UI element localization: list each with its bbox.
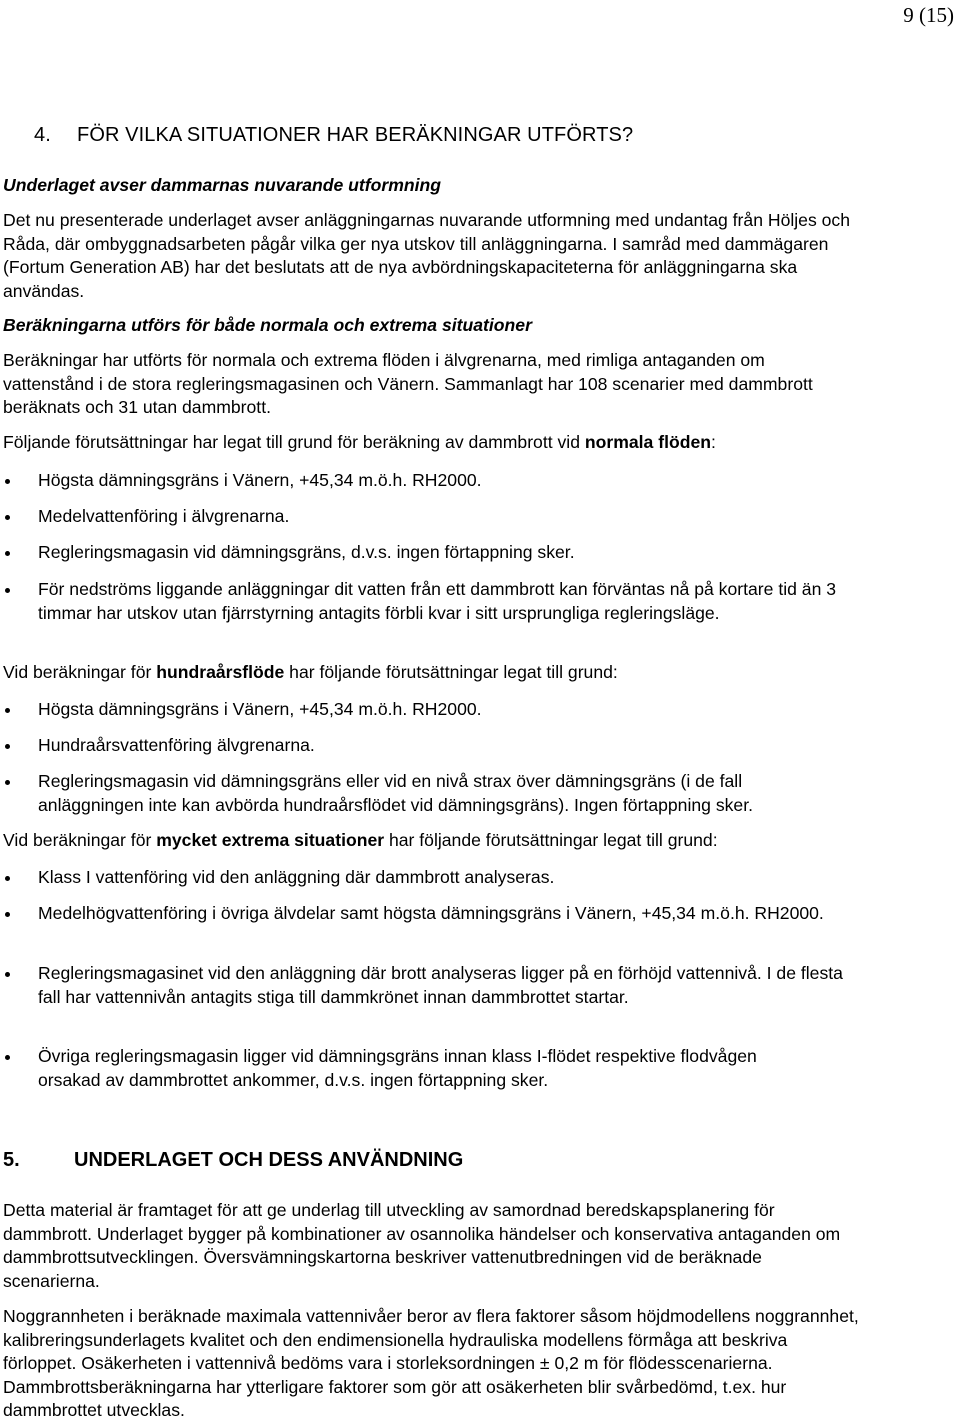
section-4-heading — [34, 124, 633, 147]
paragraph-calculations: Beräkningar har utförts för normala och extrema flöden i älvgrenarna, med rimliga antaganden om vattenstånd i de stora regleringsmagasinen och Vänern. Sammanlagt har 108 scenarier med dammbrott beräknats och 31 utan dammbrott. — [3, 350, 813, 418]
normal-flows-intro-text: Följande förutsättningar har legat till grund för beräkning av dammbrott vid — [3, 432, 585, 452]
hundred-year-intro — [3, 661, 618, 685]
normal-flows-bold: normala flöden — [584, 432, 711, 452]
extreme-bold: mycket extrema situationer — [156, 830, 385, 850]
extreme-intro — [3, 829, 718, 853]
section-5-title: UNDERLAGET OCH DESS ANVÄNDNING — [74, 1149, 464, 1171]
list-item: Regleringsmagasinet vid den anläggning där brott analyseras ligger på en förhöjd vattennivå. I de flesta fall har vattennivån antagits stiga till dammkrönet innan dammbrottet startar. — [3, 962, 850, 1009]
normal-flows-intro — [3, 431, 716, 455]
list-item: För nedströms liggande anläggningar dit vatten från ett dammbrott kan förväntas nå på kortare tid än 3 timmar har utskov utan fjärrstyrning antagits förbli kvar i sitt ursprungliga regleringsläge. — [3, 578, 843, 625]
section-5-heading — [3, 1149, 463, 1172]
section-5-number: 5. — [3, 1149, 20, 1171]
hundred-year-intro-text: Vid beräkningar för — [3, 662, 157, 682]
page-number: 9 (15) — [903, 3, 954, 27]
hundred-year-bold: hundraårsflöde — [156, 662, 285, 682]
list-item: Klass I vattenföring vid den anläggning där dammbrott analyseras. — [3, 866, 848, 890]
paragraph-current-design: Det nu presenterade underlaget avser anläggningarnas nuvarande utformning med undantag från Höljes och Råda, där ombyggnadsarbeten pågår vilka ger nya utskov till anläggningarna. I samråd med dammägaren (Fortum Generation AB) har det beslutats att de nya avbördningskapaciteterna för anläggningarna ska användas. — [3, 210, 851, 301]
list-item: Högsta dämningsgräns i Vänern, +45,34 m.ö.h. RH2000. — [3, 469, 848, 493]
extreme-intro-text: Vid beräkningar för — [3, 830, 157, 850]
normal-flows-intro-end: : — [711, 432, 716, 452]
list-item: Övriga regleringsmagasin ligger vid dämningsgräns innan klass I-flödet respektive flodvågen orsakad av dammbrottet ankommer, d.v.s. ingen förtappning sker. — [3, 1045, 778, 1092]
list-item: Regleringsmagasin vid dämningsgräns eller vid en nivå strax över dämningsgräns (i de fall anläggningen inte kan avbörda hundraårsflödet vid dämningsgräns). Ingen förtappning sker. — [3, 770, 850, 817]
extreme-intro-end: har följande förutsättningar legat till grund: — [384, 830, 718, 850]
subheading-current-design: Underlaget avser dammarnas nuvarande utformning — [3, 175, 442, 195]
section-4-number: 4. — [34, 124, 51, 146]
hundred-year-intro-end: har följande förutsättningar legat till grund: — [284, 662, 618, 682]
section-4-title: FÖR VILKA SITUATIONER HAR BERÄKNINGAR UTFÖRTS? — [77, 124, 634, 146]
paragraph-accuracy: Noggrannheten i beräknade maximala vattennivåer beror av flera faktorer såsom höjdmodellens noggrannhet, kalibreringsunderlagets kvalitet och den endimensionella hydrauliska modellens förmåga att beskriva förloppet. Osäkerheten i vattennivå bedöms vara i storleksordningen ± 0,2 m för flödesscenarierna. Dammbrottsberäkningarna har ytterligare faktorer som gör att osäkerheten blir svårbedömd, t.ex. hur dammbrottet utvecklas. — [3, 1306, 859, 1421]
list-item: Regleringsmagasin vid dämningsgräns, d.v.s. ingen förtappning sker. — [3, 541, 848, 565]
list-item: Medelhögvattenföring i övriga älvdelar samt högsta dämningsgräns i Vänern, +45,34 m.ö.h. RH2000. — [3, 902, 848, 926]
list-item: Medelvattenföring i älvgrenarna. — [3, 505, 848, 529]
list-item: Hundraårsvattenföring älvgrenarna. — [3, 734, 848, 758]
subheading-normal-extreme: Beräkningarna utförs för både normala och extrema situationer — [3, 315, 532, 335]
paragraph-material: Detta material är framtaget för att ge underlag till utveckling av samordnad beredskapsplanering för dammbrott. Underlaget bygger på kombinationer av osannolika händelser och konservativa antaganden om dammbrottsutvecklingen. Översvämningskartorna beskriver vattenutbredningen vid de beräknade scenarierna. — [3, 1200, 841, 1291]
list-item: Högsta dämningsgräns i Vänern, +45,34 m.ö.h. RH2000. — [3, 698, 848, 722]
